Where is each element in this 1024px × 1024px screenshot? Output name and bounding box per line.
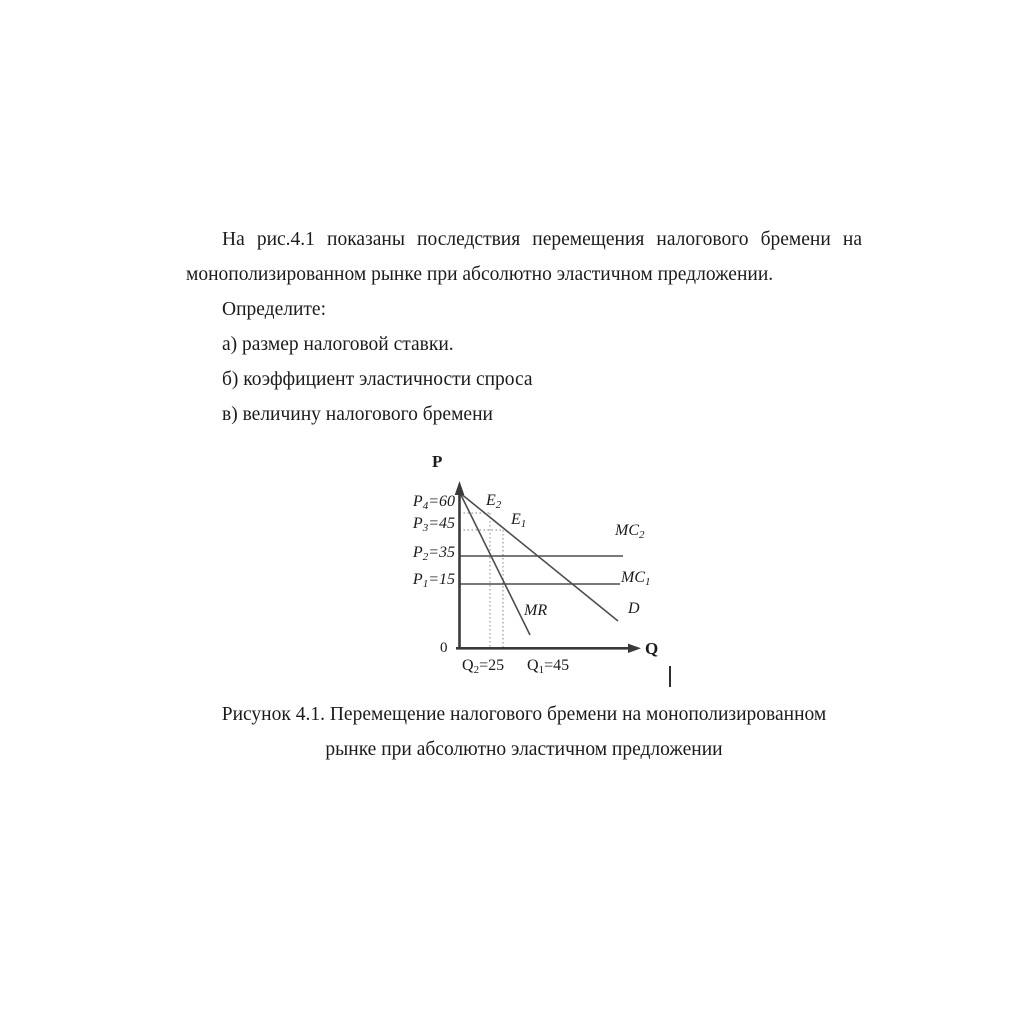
label-sub: 2 (473, 664, 480, 676)
label-base: D (628, 600, 640, 617)
task-item-v: в) величину налогового бремени (222, 404, 493, 425)
label-base: MC (621, 569, 645, 586)
label-base: Q (462, 657, 474, 674)
figure-caption (150, 697, 898, 767)
x-axis-arrow-icon (628, 644, 641, 653)
label-sub: 1 (422, 578, 429, 590)
quantity-label-q1 (527, 657, 569, 674)
caption-line-2: рынке при абсолютно эластичном предложении (325, 739, 723, 760)
label-base: MR (524, 602, 548, 619)
label-base: E (486, 492, 496, 509)
task-item-a: а) размер налоговой ставки. (222, 334, 454, 355)
label-value: =45 (544, 657, 570, 674)
demand-label (628, 600, 640, 617)
mc2-label (615, 522, 645, 539)
y-axis-arrow-icon (455, 481, 465, 495)
label-sub: 1 (645, 576, 651, 588)
label-sub: 2 (495, 499, 502, 511)
task-item-b: б) коэффициент эластичности спроса (222, 369, 533, 390)
label-base: MC (615, 522, 639, 539)
caption-line-1: Рисунок 4.1. Перемещение налогового бремени на монополизированном (221, 704, 827, 725)
x-axis-label: Q (645, 639, 659, 658)
label-sub: 2 (422, 551, 429, 563)
quantity-label-q2 (462, 657, 504, 674)
dotted-guides (460, 513, 504, 647)
intro-line-1: На рис.4.1 показаны последствия перемещения налогового бремени на (222, 229, 862, 250)
label-sub: 4 (422, 500, 429, 512)
text-cursor-mark (669, 666, 671, 687)
price-label-p3 (410, 515, 455, 532)
mc1-label (621, 569, 651, 586)
price-label-p2 (410, 544, 455, 561)
point-label-e1 (511, 511, 526, 528)
origin-label: 0 (440, 640, 448, 656)
label-sub: 1 (520, 518, 527, 530)
label-base: E (511, 511, 521, 528)
price-label-p4 (410, 493, 455, 510)
label-base: P (412, 493, 423, 510)
intro-line-2: монополизированном рынке при абсолютно эластичном предложении. (186, 264, 774, 285)
label-value: =15 (428, 571, 455, 588)
problem-text-block (186, 222, 862, 432)
label-value: =25 (479, 657, 505, 674)
label-base: P (412, 571, 423, 588)
label-base: Q (527, 657, 539, 674)
task-prompt: Определите: (222, 299, 327, 320)
label-value: =45 (428, 515, 455, 532)
label-sub: 3 (422, 522, 429, 534)
mr-label (524, 602, 547, 619)
axes (456, 490, 631, 649)
label-value: =60 (428, 493, 455, 510)
label-sub: 2 (639, 529, 645, 541)
price-label-p1 (410, 571, 455, 588)
label-base: P (412, 515, 423, 532)
label-sub: 1 (538, 664, 545, 676)
label-base: P (412, 544, 423, 561)
y-axis-label: P (432, 452, 443, 471)
point-label-e2 (486, 492, 501, 509)
label-value: =35 (428, 544, 455, 561)
